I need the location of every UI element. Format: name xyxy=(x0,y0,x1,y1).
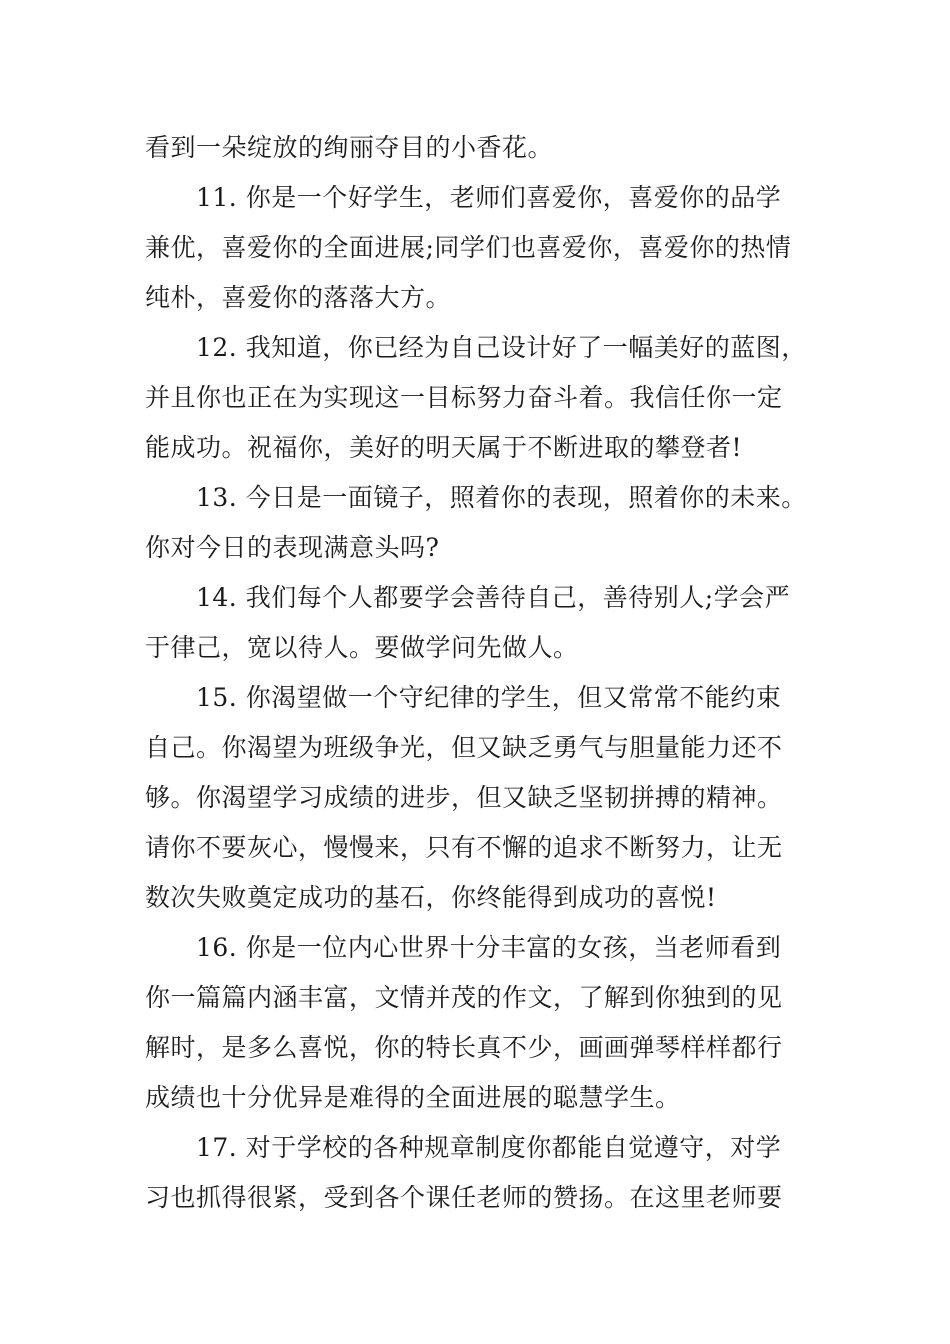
text-line: 于律己，宽以待人。要做学问先做人。 xyxy=(145,633,579,662)
text-line: 并且你也正在为实现这一目标努力奋斗着。我信任你一定 xyxy=(145,383,783,412)
paragraph-11-start: 11. 你是一个好学生，老师们喜爱你，喜爱你的品学 xyxy=(196,183,782,212)
paragraph-16-start: 16. 你是一位内心世界十分丰富的女孩，当老师看到 xyxy=(196,933,782,962)
text-line: 自己。你渴望为班级争光，但又缺乏勇气与胆量能力还不 xyxy=(145,733,783,762)
paragraph-17-start: 17. 对于学校的各种规章制度你都能自觉遵守，对学 xyxy=(196,1133,782,1162)
text-line: 成绩也十分优异是难得的全面进展的聪慧学生。 xyxy=(145,1083,681,1112)
paragraph-14-start: 14. 我们每个人都要学会善待自己，善待别人;学会严 xyxy=(196,583,791,612)
text-line: 能成功。祝福你，美好的明天属于不断进取的攀登者! xyxy=(145,433,743,462)
text-line: 够。你渴望学习成绩的进步，但又缺乏坚韧拼搏的精神。 xyxy=(145,783,783,812)
text-line: 你一篇篇内涵丰富，文情并茂的作文，了解到你独到的见 xyxy=(145,983,783,1012)
paragraph-13-start: 13. 今日是一面镜子，照着你的表现，照着你的未来。 xyxy=(196,483,807,512)
text-line: 你对今日的表现满意头吗? xyxy=(145,533,440,562)
paragraph-12-start: 12. 我知道，你已经为自己设计好了一幅美好的蓝图， xyxy=(196,333,807,362)
text-line: 习也抓得很紧，受到各个课任老师的赞扬。在这里老师要 xyxy=(145,1183,783,1212)
text-line: 数次失败奠定成功的基石，你终能得到成功的喜悦! xyxy=(145,883,717,912)
text-line: 看到一朵绽放的绚丽夺目的小香花。 xyxy=(145,133,554,162)
text-line: 请你不要灰心，慢慢来，只有不懈的追求不断努力，让无 xyxy=(145,833,783,862)
text-line: 纯朴，喜爱你的落落大方。 xyxy=(145,283,452,312)
paragraph-15-start: 15. 你渴望做一个守纪律的学生，但又常常不能约束 xyxy=(196,683,782,712)
text-line: 解时，是多么喜悦，你的特长真不少，画画弹琴样样都行 xyxy=(145,1033,783,1062)
text-line: 兼优，喜爱你的全面进展;同学们也喜爱你，喜爱你的热情 xyxy=(145,233,792,262)
